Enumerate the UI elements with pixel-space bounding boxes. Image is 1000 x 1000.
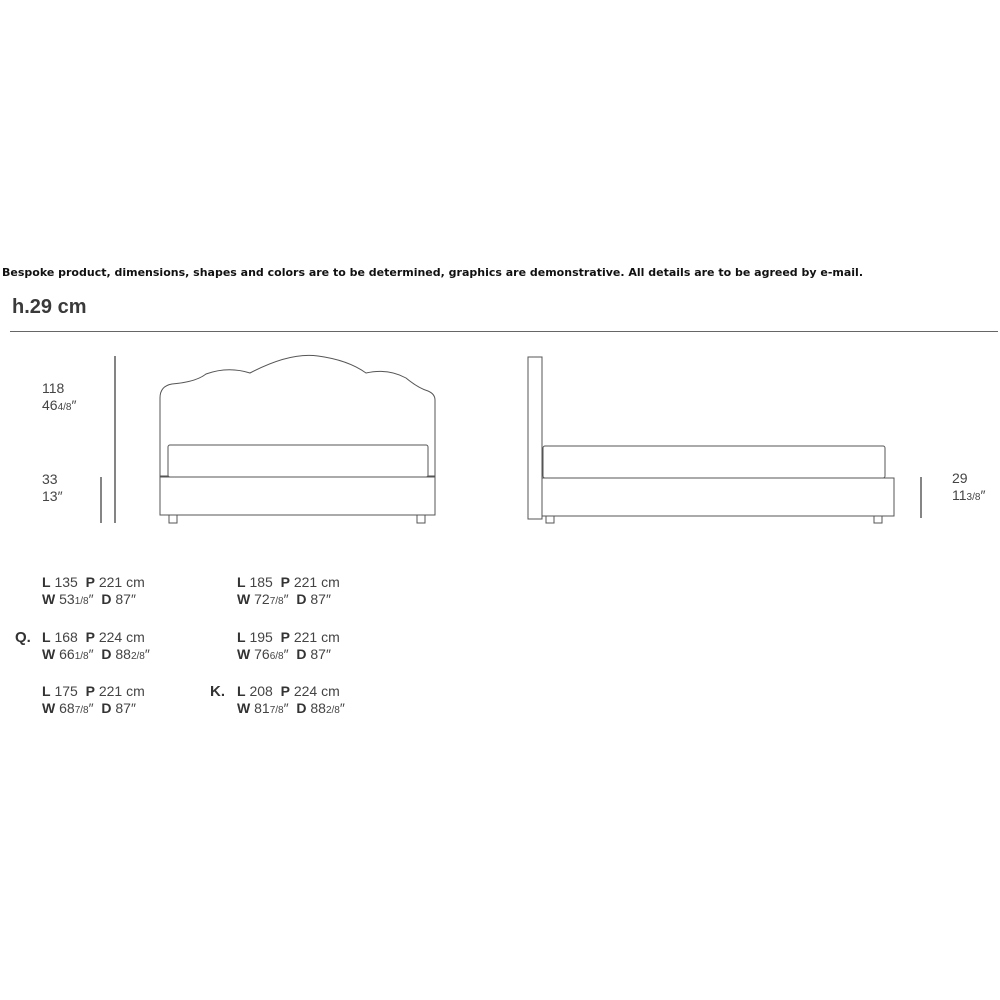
front-mattress (168, 445, 428, 477)
size-marker-q: Q. (15, 629, 31, 646)
front-total-height-label (42, 380, 76, 416)
height-title: h.29 cm (12, 296, 87, 318)
side-headboard (528, 357, 542, 519)
side-foot-right (874, 516, 882, 523)
size-entry: L 135 P 221 cm W 531/8″ D 87″ (42, 574, 145, 607)
front-foot-right (417, 515, 425, 523)
front-total-height-cm: 118 (42, 380, 65, 396)
side-foot-left (546, 516, 554, 523)
size-entry: L 208 P 224 cm W 817/8″ D 882/8″ (237, 683, 345, 716)
front-base-height-label (42, 471, 63, 505)
size-entry: L 185 P 221 cm W 727/8″ D 87″ (237, 574, 340, 607)
bed-technical-drawing (0, 340, 1000, 540)
front-foot-left (169, 515, 177, 523)
front-total-height-in: 464/8″ (42, 397, 77, 413)
size-entry: L 168 P 224 cm W 661/8″ D 882/8″ (42, 629, 150, 662)
side-mattress (543, 446, 885, 478)
divider-rule (10, 331, 998, 332)
side-base-height-in: 113/8″ (952, 487, 986, 503)
front-base-height-in: 13″ (42, 488, 63, 504)
side-base-height-cm: 29 (952, 470, 968, 486)
size-entry: L 195 P 221 cm W 766/8″ D 87″ (237, 629, 340, 662)
side-base (542, 478, 894, 516)
size-entry: L 175 P 221 cm W 687/8″ D 87″ (42, 683, 145, 716)
size-marker-k: K. (210, 683, 225, 700)
front-base (160, 477, 435, 515)
side-base-height-label (952, 470, 985, 506)
disclaimer-notice: Bespoke product, dimensions, shapes and colors are to be determined, graphics are demonstrative. All details are to be agreed by e-mail. (2, 266, 864, 279)
front-base-height-cm: 33 (42, 471, 58, 487)
